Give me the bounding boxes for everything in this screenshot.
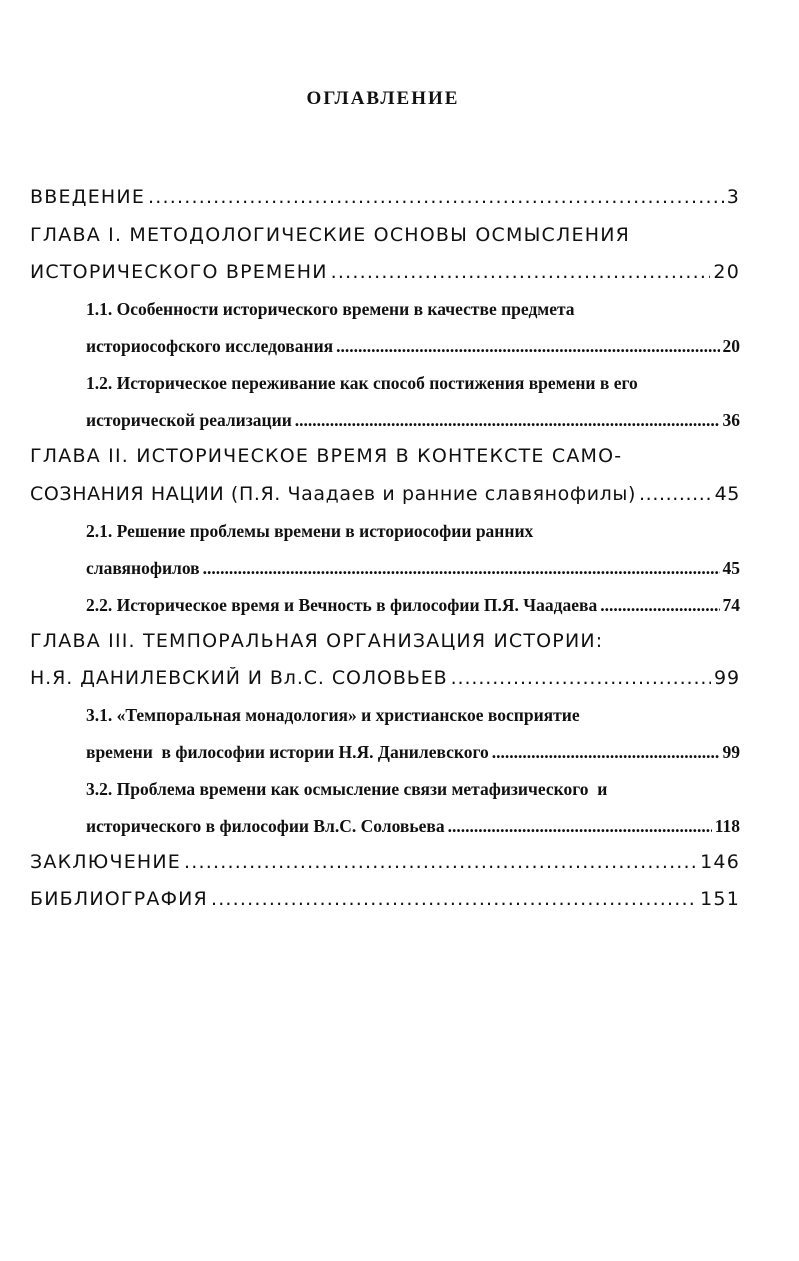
toc-entry-text: 2.2. Историческое время и Вечность в философии П.Я. Чаадаева [86, 595, 598, 615]
toc-page-number: 20 [722, 336, 740, 356]
dot-leader [451, 667, 711, 689]
toc-entry-text: ВВЕДЕНИЕ [30, 186, 146, 208]
toc-entry-chapter-1-cont[interactable] [30, 261, 740, 283]
toc-page-number: 74 [722, 595, 740, 615]
toc-entry-introduction[interactable] [30, 186, 740, 208]
toc-entry-text: времени в философии истории Н.Я. Данилевского [86, 742, 489, 762]
toc-entry-text: БИБЛИОГРАФИЯ [30, 888, 208, 910]
toc-page-number: 118 [714, 816, 740, 836]
toc-entry-conclusion[interactable] [30, 851, 740, 873]
toc-entry-chapter-2[interactable] [30, 445, 740, 467]
dot-leader [600, 595, 719, 616]
toc-page-number: 3 [726, 186, 740, 208]
dot-leader [148, 186, 724, 208]
toc-page-number: 20 [713, 261, 740, 283]
toc-entry-text: 1.2. Историческое переживание как способ постижения времени в его [86, 373, 638, 393]
dot-leader [211, 888, 697, 910]
toc-entry-text: ГЛАВА III. ТЕМПОРАЛЬНАЯ ОРГАНИЗАЦИЯ ИСТОРИИ: [30, 630, 604, 652]
toc-entry-section-1-2-cont[interactable] [86, 410, 740, 431]
toc-entry-text: ЗАКЛЮЧЕНИЕ [30, 851, 182, 873]
toc-page-number: 151 [700, 888, 740, 910]
toc-entry-bibliography[interactable] [30, 888, 740, 910]
toc-entry-section-3-1-cont[interactable] [86, 742, 740, 763]
toc-page-number: 36 [722, 410, 740, 430]
toc-entry-text: 2.1. Решение проблемы времени в историософии ранних [86, 521, 534, 541]
toc-entry-text: ИСТОРИЧЕСКОГО ВРЕМЕНИ [30, 261, 328, 283]
toc-entry-text: 1.1. Особенности исторического времени в качестве предмета [86, 299, 575, 319]
dot-leader [448, 816, 712, 837]
toc-page-number: 45 [722, 558, 740, 578]
dot-leader [639, 483, 712, 505]
toc-entry-section-3-2[interactable] [86, 779, 740, 800]
toc-entry-chapter-3-cont[interactable] [30, 667, 740, 689]
toc-entry-text: историософского исследования [86, 336, 334, 356]
dot-leader [492, 742, 720, 763]
toc-entry-chapter-3[interactable] [30, 630, 740, 652]
toc-page-number: 99 [722, 742, 740, 762]
toc-entry-section-1-1-cont[interactable] [86, 336, 740, 357]
toc-entry-text: исторического в философии Вл.С. Соловьева [86, 816, 445, 836]
dot-leader [331, 261, 711, 283]
toc-entry-text: ГЛАВА I. МЕТОДОЛОГИЧЕСКИЕ ОСНОВЫ ОСМЫСЛЕНИЯ [30, 224, 631, 246]
toc-entry-text: славянофилов [86, 558, 200, 578]
toc-entry-text: исторической реализации [86, 410, 292, 430]
dot-leader [336, 336, 719, 357]
toc-entry-section-2-1[interactable] [86, 521, 740, 542]
toc-entry-text: ГЛАВА II. ИСТОРИЧЕСКОЕ ВРЕМЯ В КОНТЕКСТЕ САМО- [30, 445, 623, 467]
toc-entry-section-3-2-cont[interactable] [86, 816, 740, 837]
toc-entry-section-2-1-cont[interactable] [86, 558, 740, 579]
toc-entry-text: 3.1. «Темпоральная монадология» и христианское восприятие [86, 705, 580, 725]
page-title: ОГЛАВЛЕНИЕ [306, 88, 460, 109]
dot-leader [184, 851, 697, 873]
toc-entry-chapter-1[interactable] [30, 224, 740, 246]
toc-entry-section-1-2[interactable] [86, 373, 740, 394]
toc-page-number: 146 [700, 851, 740, 873]
dot-leader [295, 410, 720, 431]
toc-entry-section-1-1[interactable] [86, 299, 740, 320]
toc-entry-section-2-2[interactable] [86, 595, 740, 616]
toc-entry-text: 3.2. Проблема времени как осмысление связи метафизического и [86, 779, 608, 799]
toc-entry-chapter-2-cont[interactable] [30, 483, 740, 505]
toc-page-number: 45 [714, 483, 740, 505]
toc-page-number: 99 [714, 667, 740, 689]
dot-leader [203, 558, 720, 579]
toc-entry-text: СОЗНАНИЯ НАЦИИ (П.Я. Чаадаев и ранние славянофилы) [30, 483, 637, 505]
toc-entry-text: Н.Я. ДАНИЛЕВСКИЙ И Вл.С. СОЛОВЬЕВ [30, 667, 448, 689]
toc-entry-section-3-1[interactable] [86, 705, 740, 726]
